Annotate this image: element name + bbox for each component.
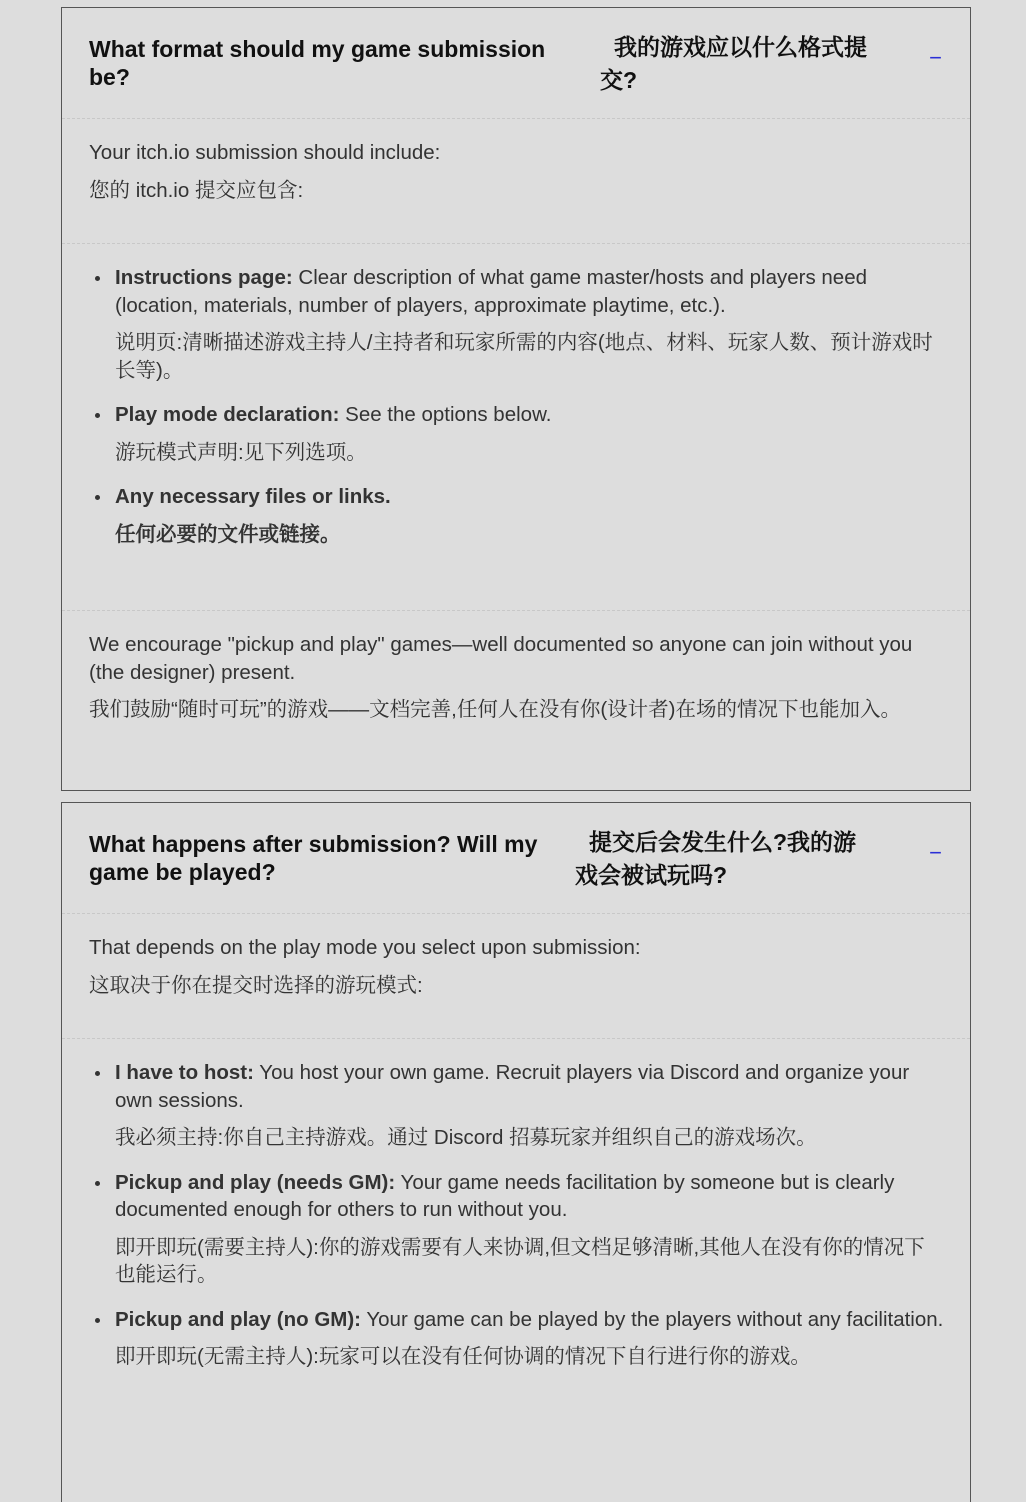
question-english: What happens after submission? Will my game be played? bbox=[89, 831, 538, 885]
answer-list-section bbox=[62, 1039, 970, 1371]
item-label: Play mode declaration: bbox=[115, 403, 340, 426]
collapse-minus-icon[interactable]: − bbox=[929, 840, 942, 865]
item-text-english: Clear description of what game master/hosts and players need (location, materials, number of players, approximate playtime, etc.). bbox=[115, 266, 867, 317]
list-item bbox=[115, 1306, 944, 1371]
outro-chinese: 我们鼓励“随时可玩”的游戏——文档完善,任何人在没有你(设计者)在场的情况下也能加入。 bbox=[89, 698, 901, 721]
item-label: Pickup and play (needs GM): bbox=[115, 1170, 396, 1194]
item-text-chinese: 说明页:清晰描述游戏主持人/主持者和玩家所需的内容(地点、材料、玩家人数、预计游戏时长等)。 bbox=[115, 331, 933, 382]
answer-outro bbox=[62, 611, 970, 724]
item-text-chinese: 任何必要的文件或链接。 bbox=[115, 522, 341, 546]
faq-question-header[interactable] bbox=[62, 803, 970, 914]
outro-english: We encourage "pickup and play" games—well documented so anyone can join without you (the designer) present. bbox=[89, 633, 913, 684]
item-text-chinese: 即开即玩(无需主持人):玩家可以在没有任何协调的情况下自行进行你的游戏。 bbox=[115, 1345, 811, 1368]
item-text-english: Your game needs facilitation by someone but is clearly documented enough for others to run without you. bbox=[115, 1170, 895, 1221]
intro-english: That depends on the play mode you select upon submission: bbox=[89, 936, 641, 959]
answer-list-section bbox=[62, 244, 970, 611]
item-text-chinese: 我必须主持:你自己主持游戏。通过 Discord 招募玩家并组织自己的游戏场次。 bbox=[115, 1126, 817, 1149]
item-text-english: See the options below. bbox=[345, 403, 552, 426]
list-item bbox=[115, 264, 944, 384]
faq-item-after-submission bbox=[61, 802, 971, 1502]
item-text-english: You host your own game. Recruit players via Discord and organize your own sessions. bbox=[115, 1061, 910, 1112]
item-text-english: Your game can be played by the players without any facilitation. bbox=[366, 1307, 944, 1331]
faq-question-header[interactable] bbox=[62, 8, 970, 119]
intro-english: Your itch.io submission should include: bbox=[89, 141, 441, 164]
item-label: Instructions page: bbox=[115, 266, 293, 289]
item-label: Any necessary files or links. bbox=[115, 485, 391, 508]
question-english: What format should my game submission be? bbox=[89, 36, 546, 90]
intro-chinese: 这取决于你在提交时选择的游玩模式: bbox=[89, 973, 423, 997]
item-label: Pickup and play (no GM): bbox=[115, 1307, 362, 1331]
list-item bbox=[115, 1169, 944, 1289]
answer-intro bbox=[62, 914, 970, 1039]
faq-item-submission-format bbox=[61, 7, 971, 791]
question-chinese: 提交后会发生什么?我的游戏会被试玩吗? bbox=[575, 829, 857, 888]
requirements-list bbox=[89, 264, 944, 548]
intro-chinese: 您的 itch.io 提交应包含: bbox=[89, 178, 304, 202]
item-text-chinese: 游玩模式声明:见下列选项。 bbox=[115, 440, 367, 464]
item-text-chinese: 即开即玩(需要主持人):你的游戏需要有人来协调,但文档足够清晰,其他人在没有你的情况下也能运行。 bbox=[115, 1235, 925, 1286]
list-item bbox=[115, 483, 944, 548]
collapse-minus-icon[interactable]: − bbox=[929, 45, 942, 70]
list-item bbox=[115, 401, 944, 466]
list-item bbox=[115, 1059, 944, 1152]
question-chinese: 我的游戏应以什么格式提交? bbox=[600, 34, 867, 93]
answer-intro bbox=[62, 119, 970, 244]
item-label: I have to host: bbox=[115, 1061, 254, 1084]
play-mode-list bbox=[89, 1059, 944, 1371]
